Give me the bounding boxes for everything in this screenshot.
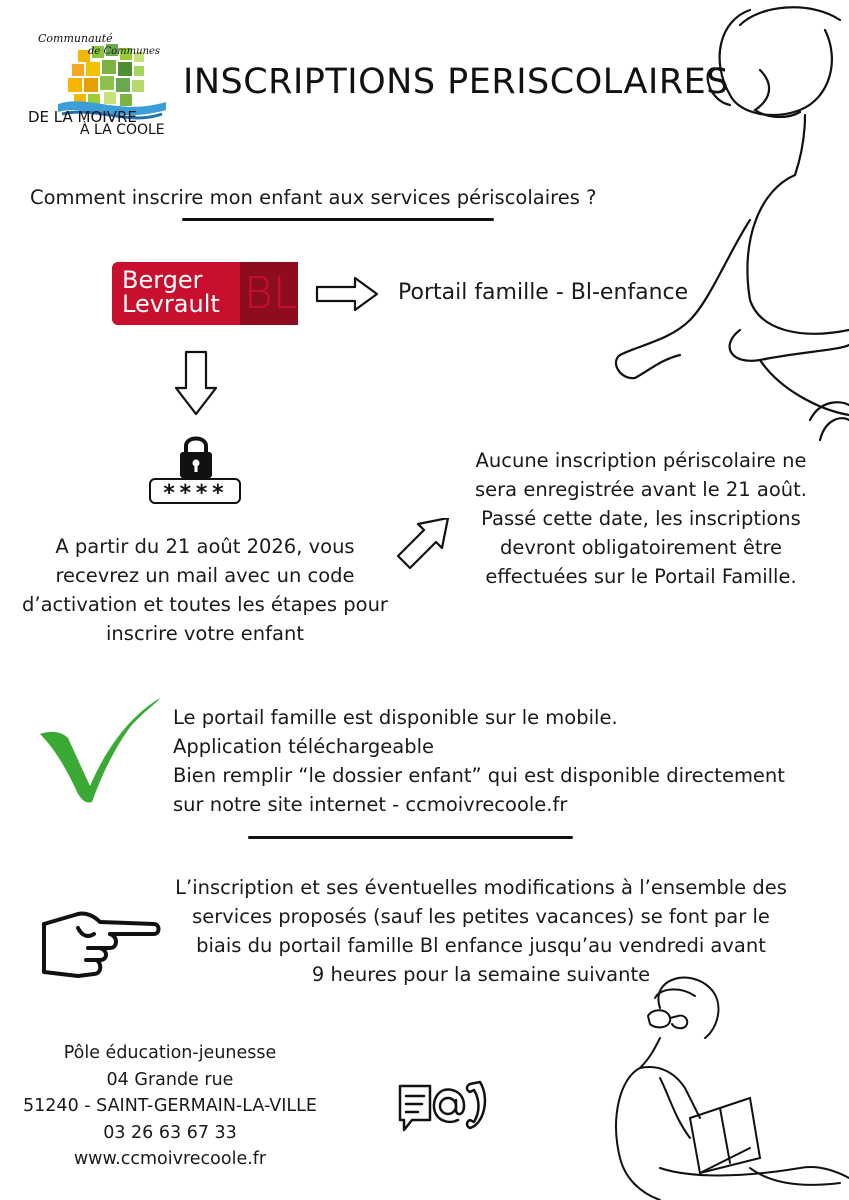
boy-reading-illustration — [600, 968, 849, 1200]
portal-text: Portail famille - Bl-enfance — [398, 280, 689, 305]
contact-at-phone-icon — [396, 1078, 492, 1144]
berger-levrault-logo — [112, 262, 298, 325]
lock-icon — [176, 432, 216, 480]
notice-line: effectuées sur le Portail Famille. — [485, 565, 797, 588]
question-underline — [182, 218, 494, 221]
logo-line4: À LA COOLE — [80, 122, 165, 138]
arrow-down-icon — [174, 350, 218, 416]
contact-line: 03 26 63 67 33 — [103, 1122, 237, 1143]
logo-script-line2: de Communes — [88, 46, 161, 57]
pointing-hand-icon — [38, 908, 162, 982]
check-line: Bien remplir “le dossier enfant” qui est disponible directement — [173, 764, 785, 787]
password-field-graphic — [149, 478, 241, 504]
activation-line: recevrez un mail avec un code — [55, 564, 355, 587]
question-text: Comment inscrire mon enfant aux services périscolaires ? — [30, 186, 597, 209]
notice-line: sera enregistrée avant le 21 août. — [475, 478, 807, 501]
section-divider — [248, 836, 573, 839]
notice-line: Passé cette date, les inscriptions — [481, 507, 801, 530]
berger-line2: Levrault — [122, 290, 220, 318]
activation-text — [10, 532, 400, 648]
notice-text — [462, 446, 820, 591]
modification-line: services proposés (sauf les petites vacances) se font par le — [192, 905, 770, 928]
contact-block — [10, 1040, 330, 1173]
check-line: sur notre site internet - ccmoivrecoole.fr — [173, 793, 568, 816]
page-title: INSCRIPTIONS PERISCOLAIRES — [183, 62, 729, 102]
activation-line: A partir du 21 août 2026, vous — [55, 535, 355, 558]
check-icon — [38, 694, 162, 806]
arrow-up-right-icon — [394, 518, 452, 572]
modification-line: 9 heures pour la semaine suivante — [311, 963, 651, 986]
check-line: Application téléchargeable — [173, 735, 435, 758]
activation-line: d’activation et toutes les étapes pour — [22, 593, 388, 616]
logo — [28, 30, 178, 140]
modification-line: L’inscription et ses éventuelles modifications à l’ensemble des — [175, 876, 787, 899]
berger-line1: Berger — [122, 266, 203, 294]
contact-line: www.ccmoivrecoole.fr — [73, 1149, 267, 1169]
check-line: Le portail famille est disponible sur le mobile. — [173, 706, 618, 729]
contact-line: Pôle éducation-jeunesse — [63, 1043, 277, 1063]
password-mask: **** — [162, 481, 228, 506]
arrow-right-icon — [315, 276, 379, 312]
notice-line: Aucune inscription périscolaire ne — [475, 449, 807, 472]
girl-line-illustration — [600, 0, 849, 460]
contact-line: 51240 - SAINT-GERMAIN-LA-VILLE — [23, 1096, 317, 1116]
notice-line: devront obligatoirement être — [499, 536, 783, 559]
logo-line3: DE LA MOIVRE — [28, 108, 137, 126]
activation-line: inscrire votre enfant — [106, 622, 304, 645]
check-text — [173, 703, 813, 819]
logo-script-line1: Communauté — [38, 32, 113, 45]
contact-line: 04 Grande rue — [106, 1069, 234, 1090]
modification-line: biais du portail famille Bl enfance jusqu’au vendredi avant — [196, 934, 766, 957]
berger-mark: BL — [244, 268, 298, 319]
